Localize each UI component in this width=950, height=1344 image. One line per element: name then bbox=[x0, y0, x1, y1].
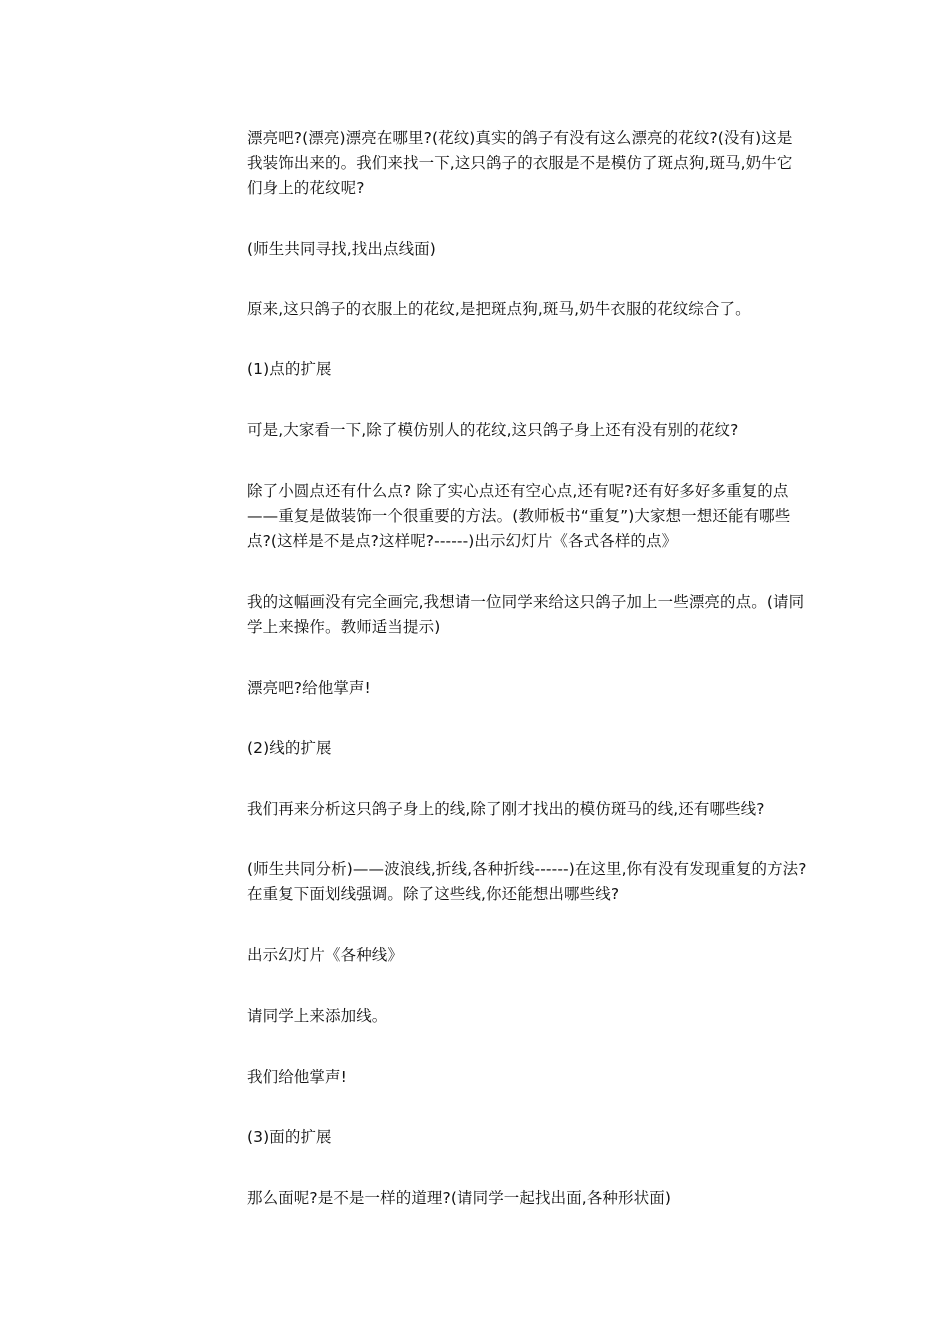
paragraph-2: (师生共同寻找,找出点线面) bbox=[247, 240, 436, 258]
paragraph-1: 漂亮吧?(漂亮)漂亮在哪里?(花纹)真实的鸽子有没有这么漂亮的花纹?(没有)这是我装饰出来的。我们来找一下,这只鸽子的衣服是不是模仿了斑点狗,斑马,奶牛它们身上的花纹呢? bbox=[247, 129, 793, 197]
section-heading-points: (1)点的扩展 bbox=[247, 360, 332, 378]
paragraph-9: (师生共同分析)——波浪线,折线,各种折线------)在这里,你有没有发现重复的方法?在重复下面划线强调。除了这些线,你还能想出哪些线? bbox=[247, 860, 807, 903]
paragraph-5: 除了小圆点还有什么点? 除了实心点还有空心点,还有呢?还有好多好多重复的点——重复是做装饰一个很重要的方法。(教师板书“重复”)大家想一想还能有哪些点?(这样是不是点?这样呢?------)出示幻灯片《各式各样的点》 bbox=[247, 482, 791, 550]
paragraph-8: 我们再来分析这只鸽子身上的线,除了刚才找出的模仿斑马的线,还有哪些线? bbox=[247, 800, 765, 818]
paragraph-11: 请同学上来添加线。 bbox=[247, 1007, 388, 1025]
paragraph-7: 漂亮吧?给他掌声! bbox=[247, 679, 371, 697]
section-heading-lines: (2)线的扩展 bbox=[247, 739, 332, 757]
paragraph-6: 我的这幅画没有完全画完,我想请一位同学来给这只鸽子加上一些漂亮的点。(请同学上来操作。教师适当提示) bbox=[247, 593, 805, 636]
paragraph-3: 原来,这只鸽子的衣服上的花纹,是把斑点狗,斑马,奶牛衣服的花纹综合了。 bbox=[247, 300, 751, 318]
paragraph-13: 那么面呢?是不是一样的道理?(请同学一起找出面,各种形状面) bbox=[247, 1189, 671, 1207]
paragraph-12: 我们给他掌声! bbox=[247, 1068, 347, 1086]
section-heading-planes: (3)面的扩展 bbox=[247, 1128, 332, 1146]
paragraph-4: 可是,大家看一下,除了模仿别人的花纹,这只鸽子身上还有没有别的花纹? bbox=[247, 421, 739, 439]
paragraph-10: 出示幻灯片《各种线》 bbox=[247, 946, 404, 964]
